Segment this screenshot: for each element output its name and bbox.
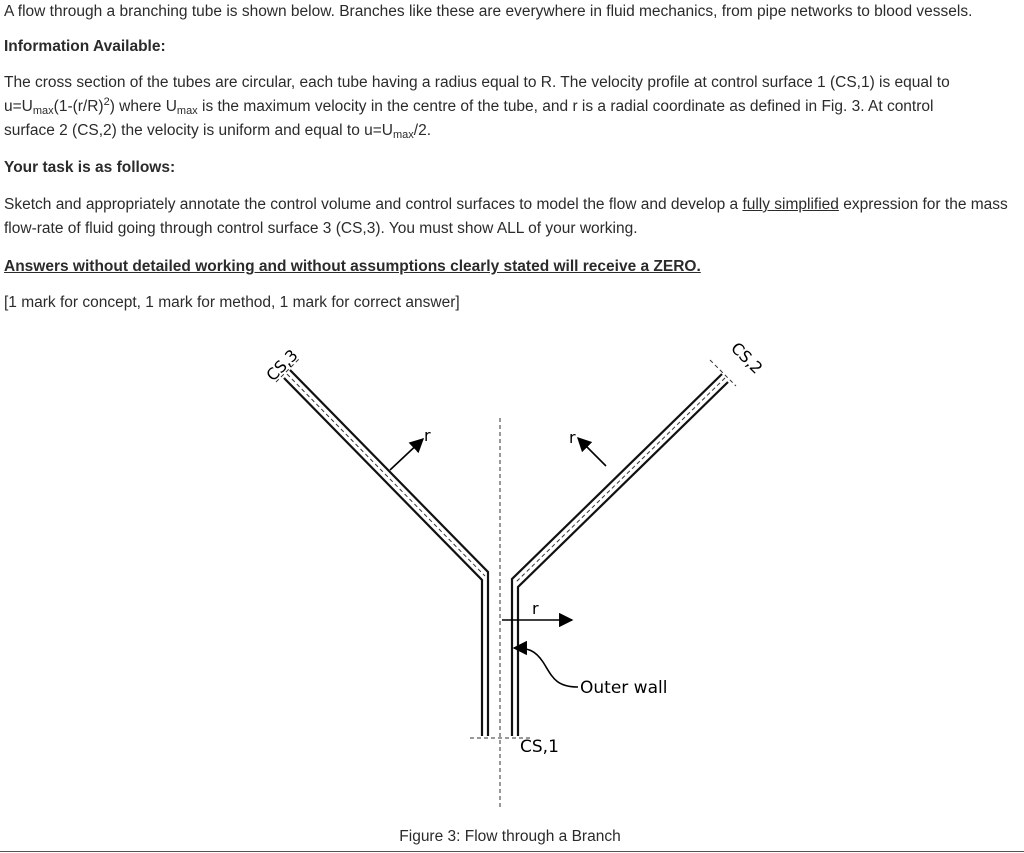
cs2-label: CS,2 — [727, 338, 767, 378]
left-branch-inner-wall — [284, 378, 482, 736]
cs3-label: CS,3 — [262, 345, 302, 385]
intro-text: A flow through a branching tube is shown below. Branches like these are everywhere in fluid mechanics, from pipe networks to blood vessels. — [4, 3, 973, 20]
marks-text: [1 mark for concept, 1 mark for method, 1 mark for correct answer] — [4, 294, 460, 311]
task-text: Sketch and appropriately annotate the control volume and control surfaces to model the flow and develop a fully simplified expression for the mass flow-rate of fluid going through control surface 3 (CS,3). You must show ALL of your working. — [4, 196, 1008, 237]
outer-wall-label: Outer wall — [580, 678, 668, 698]
figure-caption: Figure 3: Flow through a Branch — [399, 828, 621, 845]
radial-arrows — [390, 438, 606, 687]
r-arrow-left-branch — [390, 439, 423, 470]
bottom-divider — [0, 851, 1024, 852]
task-heading: Your task is as follows: — [4, 159, 176, 176]
r-label-left: r — [424, 426, 431, 445]
info-line-3: surface 2 (CS,2) the velocity is uniform and equal to $u=U_{max}/2$. — [4, 122, 431, 141]
fully-simplified-emphasis: fully simplified — [742, 196, 839, 213]
cs3-centerline — [287, 374, 485, 576]
outer-wall-pointer — [514, 648, 578, 687]
info-line-2: $u=U_{max}(1-(r/R)^2)$ where $U_{max}$ is the maximum velocity in the centre of the tube, and r is a radial coordinate as defined in Fig. 3. At control — [4, 96, 934, 117]
left-branch-outer-wall — [290, 370, 488, 736]
r-arrow-right-branch — [578, 438, 606, 466]
info-heading: Information Available: — [4, 38, 166, 55]
cs2-centerline — [515, 378, 725, 583]
cs1-label: CS,1 — [520, 737, 559, 757]
warning-text: Answers without detailed working and without assumptions clearly stated will receive a ZERO. — [4, 258, 701, 275]
r-label-right: r — [569, 428, 576, 447]
info-line-1: The cross section of the tubes are circular, each tube having a radius equal to R. The velocity profile at control surface 1 (CS,1) is equal to — [4, 74, 950, 91]
r-label-stem: r — [532, 599, 539, 618]
